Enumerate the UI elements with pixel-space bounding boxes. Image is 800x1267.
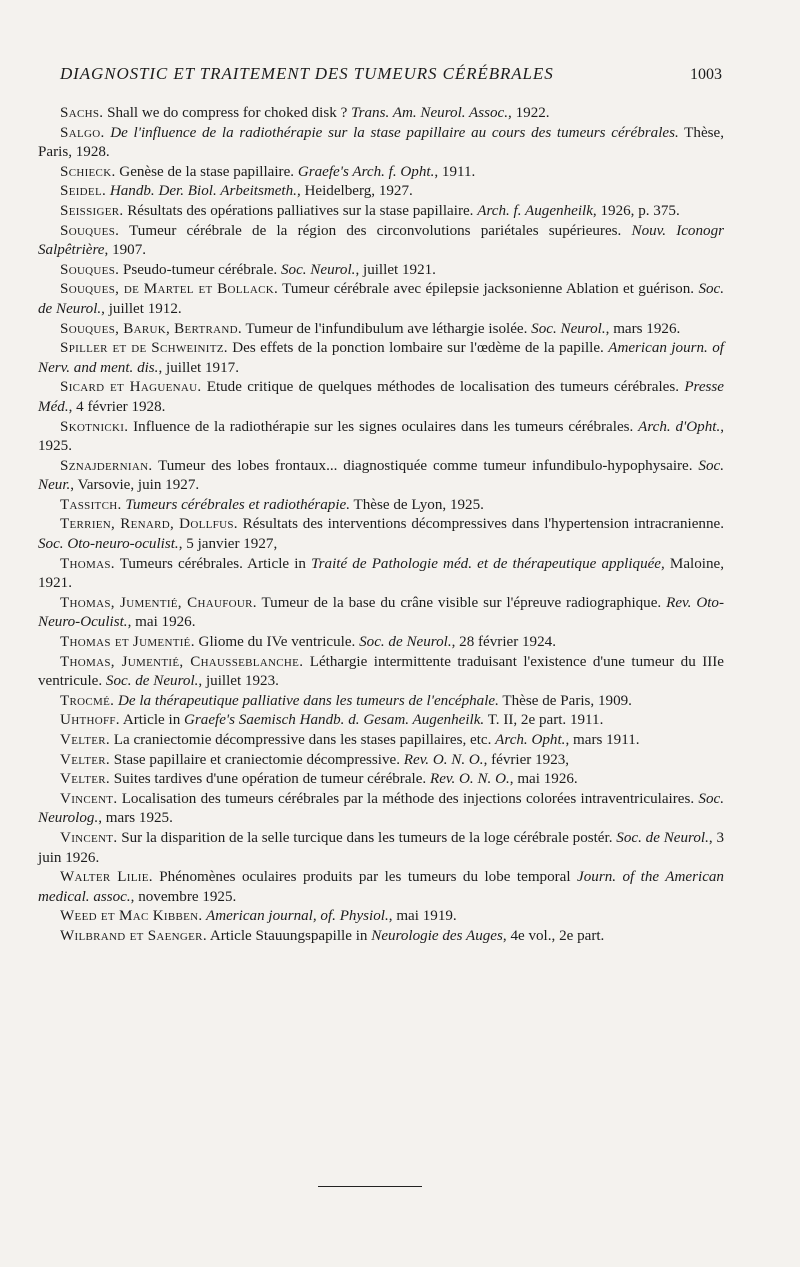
reference-text: Article Stauungspapille in bbox=[206, 927, 372, 944]
reference-entry bbox=[38, 418, 724, 457]
reference-text: Résultats des interventions décompressives dans l'hypertension intracranienne. bbox=[237, 516, 724, 533]
bibliography-list bbox=[38, 104, 724, 947]
reference-author: Skotnicki. bbox=[60, 418, 129, 435]
reference-source: Rev. O. N. O. bbox=[403, 751, 484, 768]
reference-text: Etude critique de quelques méthodes de localisation des tumeurs cérébrales. bbox=[201, 379, 685, 396]
reference-source: Traité de Pathologie méd. et de thérapeutique appliquée bbox=[311, 555, 662, 572]
reference-text: Article in bbox=[119, 712, 185, 729]
reference-source: Soc. Neur. bbox=[38, 457, 724, 494]
reference-source: Soc. Neurolog. bbox=[38, 790, 724, 827]
reference-author: Souques, de Martel et Bollack. bbox=[60, 281, 279, 298]
reference-source: Soc. de Neurol. bbox=[359, 634, 452, 651]
reference-author: Spiller et de Schweinitz. bbox=[60, 340, 228, 357]
reference-text: Genèse de la stase papillaire. bbox=[115, 163, 298, 180]
reference-text: , mars 1925. bbox=[98, 810, 173, 827]
reference-source: Soc. Neurol. bbox=[531, 320, 606, 337]
reference-text: Stase papillaire et craniectomie décompressive. bbox=[109, 751, 404, 768]
page-number: 1003 bbox=[690, 66, 722, 83]
reference-entry bbox=[38, 163, 724, 183]
reference-source: Soc. de Neurol. bbox=[38, 281, 725, 317]
reference-author: Sachs. bbox=[60, 105, 104, 121]
reference-text: Léthargie intermittente traduisant l'existence d'une tumeur du IIIe ventricule. bbox=[38, 653, 724, 690]
reference-source: American journal, of. Physiol. bbox=[202, 908, 389, 925]
reference-author: Vincent. bbox=[60, 829, 118, 846]
reference-text: , Maloine, 1921. bbox=[38, 555, 724, 592]
reference-text: , 5 janvier 1927, bbox=[178, 536, 278, 553]
reference-text: Phénomènes oculaires produits par les tumeurs du lobe temporal bbox=[152, 869, 578, 886]
reference-author: Sznajdernian. bbox=[60, 457, 153, 474]
reference-text: , mai 1926. bbox=[127, 614, 196, 631]
reference-text: , mars 1926. bbox=[605, 320, 681, 337]
reference-source: Journ. of the American medical. assoc. bbox=[38, 869, 724, 905]
reference-entry bbox=[38, 868, 724, 907]
reference-text: , 1911. bbox=[434, 163, 476, 180]
reference-entry bbox=[38, 320, 724, 340]
reference-entry bbox=[38, 555, 724, 594]
reference-author: Wilbrand et Saenger. bbox=[60, 927, 207, 944]
reference-entry bbox=[38, 222, 724, 261]
running-title: DIAGNOSTIC ET TRAITEMENT DES TUMEURS CÉRÉBRALES bbox=[60, 64, 554, 83]
reference-text: La craniectomie décompressive dans les stases papillaires, etc. bbox=[109, 732, 496, 748]
reference-text: Des effets de la ponction lombaire sur l'œdème de la papille. bbox=[227, 340, 609, 357]
reference-text: , Varsovie, juin 1927. bbox=[70, 477, 200, 494]
reference-text: , 1925. bbox=[38, 418, 724, 455]
reference-entry bbox=[38, 202, 724, 222]
reference-text: Shall we do compress for choked disk ? bbox=[103, 105, 352, 121]
reference-text: , 28 février 1924. bbox=[451, 634, 556, 651]
reference-entry bbox=[38, 104, 724, 124]
reference-author: Walter Lilie. bbox=[60, 869, 153, 886]
reference-author: Seissiger. bbox=[60, 202, 124, 219]
reference-text: , 3 juin 1926. bbox=[38, 829, 725, 866]
reference-source: Soc. de Neurol. bbox=[616, 829, 709, 846]
reference-entry bbox=[38, 496, 724, 516]
reference-author: Uhthoff. bbox=[60, 712, 120, 729]
reference-author: Velter. bbox=[60, 732, 110, 748]
reference-entry bbox=[38, 594, 724, 633]
reference-author: Salgo. bbox=[60, 124, 105, 141]
reference-entry bbox=[38, 692, 724, 712]
reference-entry bbox=[38, 770, 724, 790]
reference-entry bbox=[38, 751, 724, 771]
reference-source: Soc. de Neurol. bbox=[105, 673, 199, 690]
reference-entry bbox=[38, 515, 724, 554]
reference-text: Thèse de Lyon, 1925. bbox=[350, 496, 484, 513]
reference-text: , 1922. bbox=[508, 105, 550, 121]
reference-text: Tumeurs cérébrales. Article in bbox=[114, 555, 312, 572]
reference-author: Souques, Baruk, Bertrand. bbox=[60, 320, 242, 337]
reference-text: Influence de la radiothérapie sur les signes oculaires dans les tumeurs cérébrales. bbox=[128, 418, 639, 435]
reference-source: Nouv. Iconogr Salpêtrière bbox=[38, 222, 724, 259]
reference-entry bbox=[38, 182, 724, 202]
reference-text: Tumeur de l'infundibulum ave léthargie isolée. bbox=[241, 320, 532, 337]
reference-text: , 4 février 1928. bbox=[68, 398, 166, 415]
reference-text: , 1926, p. 375. bbox=[592, 202, 680, 219]
reference-source: Presse Méd. bbox=[38, 379, 724, 415]
reference-text: Résultats des opérations palliatives sur la stase papillaire. bbox=[123, 202, 478, 219]
reference-source: Rev. Oto-Neuro-Oculist. bbox=[38, 594, 724, 631]
reference-author: Tassitch. bbox=[60, 496, 122, 513]
reference-text: Thèse de Paris, 1909. bbox=[498, 692, 632, 709]
reference-author: Thomas et Jumentié. bbox=[60, 634, 195, 651]
reference-author: Velter. bbox=[60, 771, 110, 788]
reference-author: Seidel. bbox=[60, 183, 107, 200]
reference-author: Velter. bbox=[60, 751, 110, 768]
reference-source: Graefe's Arch. f. Opht. bbox=[297, 163, 435, 180]
reference-source: Tumeurs cérébrales et radiothérapie. bbox=[121, 496, 351, 513]
reference-text: Tumeur de la base du crâne visible sur l'épreuve radiographique. bbox=[256, 594, 667, 611]
reference-entry bbox=[38, 280, 724, 319]
reference-text: Suites tardives d'une opération de tumeur cérébrale. bbox=[109, 771, 430, 788]
reference-source: Neurologie des Auges bbox=[371, 927, 503, 944]
reference-text: Thèse, Paris, 1928. bbox=[38, 124, 724, 161]
reference-text: , 4e vol., 2e part. bbox=[502, 927, 605, 944]
running-header bbox=[60, 64, 722, 84]
reference-text: , Heidelberg, 1927. bbox=[296, 183, 413, 200]
reference-text: , juillet 1921. bbox=[355, 261, 436, 278]
reference-text: , mai 1926. bbox=[509, 771, 578, 788]
reference-text: Gliome du IVe ventricule. bbox=[194, 634, 360, 651]
reference-source: Arch. d'Opht. bbox=[638, 418, 721, 435]
reference-author: Thomas. bbox=[60, 555, 115, 572]
reference-entry bbox=[38, 927, 724, 947]
reference-author: Thomas, Jumentié, Chaufour. bbox=[60, 594, 257, 611]
reference-text: , novembre 1925. bbox=[130, 888, 237, 905]
reference-source: De l'influence de la radiothérapie sur la stase papillaire au cours des tumeurs cérébrales. bbox=[104, 124, 679, 141]
reference-author: Terrien, Renard, Dollfus. bbox=[60, 516, 238, 533]
reference-entry bbox=[38, 653, 724, 692]
reference-entry bbox=[38, 907, 724, 927]
reference-text: Pseudo-tumeur cérébrale. bbox=[119, 261, 281, 278]
reference-entry bbox=[38, 829, 724, 868]
reference-text: Localisation des tumeurs cérébrales par la méthode des injections colorées intraventriculaires. bbox=[117, 790, 699, 807]
reference-source: Rev. O. N. O. bbox=[429, 771, 510, 788]
reference-text: Tumeur des lobes frontaux... diagnostiquée comme tumeur infundibulo-hypophysaire. bbox=[152, 457, 699, 474]
reference-text: , juillet 1912. bbox=[101, 300, 182, 317]
reference-source: Soc. Neurol. bbox=[280, 261, 356, 278]
reference-text: , juillet 1917. bbox=[158, 359, 239, 376]
reference-source: Trans. Am. Neurol. Assoc. bbox=[351, 105, 509, 121]
reference-text: , février 1923, bbox=[483, 751, 570, 768]
end-rule bbox=[318, 1186, 422, 1187]
reference-text: , juillet 1923. bbox=[198, 673, 279, 690]
reference-author: Trocmé. bbox=[60, 692, 115, 709]
reference-entry bbox=[38, 124, 724, 163]
reference-author: Vincent. bbox=[60, 790, 118, 807]
reference-source: De la thérapeutique palliative dans les tumeurs de l'encéphale. bbox=[114, 692, 499, 709]
reference-author: Sicard et Haguenau. bbox=[60, 379, 202, 396]
reference-source: Handb. Der. Biol. Arbeitsmeth. bbox=[106, 183, 297, 200]
reference-source: Graefe's Saemisch Handb. d. Gesam. Augenheilk. bbox=[184, 712, 485, 729]
reference-author: Weed et Mac Kibben. bbox=[60, 908, 203, 925]
reference-author: Thomas, Jumentié, Chausseblanche. bbox=[60, 653, 304, 670]
reference-entry bbox=[38, 790, 724, 829]
reference-entry bbox=[38, 711, 724, 731]
reference-text: T. II, 2e part. 1911. bbox=[484, 712, 604, 729]
reference-text: , 1907. bbox=[104, 242, 147, 259]
reference-source: American journ. of Nerv. and ment. dis. bbox=[38, 340, 724, 376]
reference-author: Schieck. bbox=[60, 163, 116, 180]
reference-entry bbox=[38, 261, 724, 281]
reference-source: Soc. Oto-neuro-oculist. bbox=[38, 536, 179, 553]
reference-entry bbox=[38, 731, 724, 751]
reference-text: Sur la disparition de la selle turcique dans les tumeurs de la loge cérébrale postér. bbox=[117, 829, 617, 846]
reference-entry bbox=[38, 633, 724, 653]
reference-text: Tumeur cérébrale de la région des circonvolutions pariétales supérieures. bbox=[119, 222, 632, 239]
reference-source: Arch. Opht. bbox=[495, 732, 566, 748]
reference-author: Souques. bbox=[60, 222, 120, 239]
reference-text: Tumeur cérébrale avec épilepsie jacksonienne Ablation et guérison. bbox=[278, 281, 699, 298]
reference-text: , mars 1911. bbox=[565, 732, 640, 748]
reference-author: Souques. bbox=[60, 261, 120, 278]
reference-entry bbox=[38, 339, 724, 378]
reference-entry bbox=[38, 457, 724, 496]
reference-source: Arch. f. Augenheilk bbox=[477, 202, 593, 219]
reference-entry bbox=[38, 378, 724, 417]
reference-text: , mai 1919. bbox=[388, 908, 457, 925]
